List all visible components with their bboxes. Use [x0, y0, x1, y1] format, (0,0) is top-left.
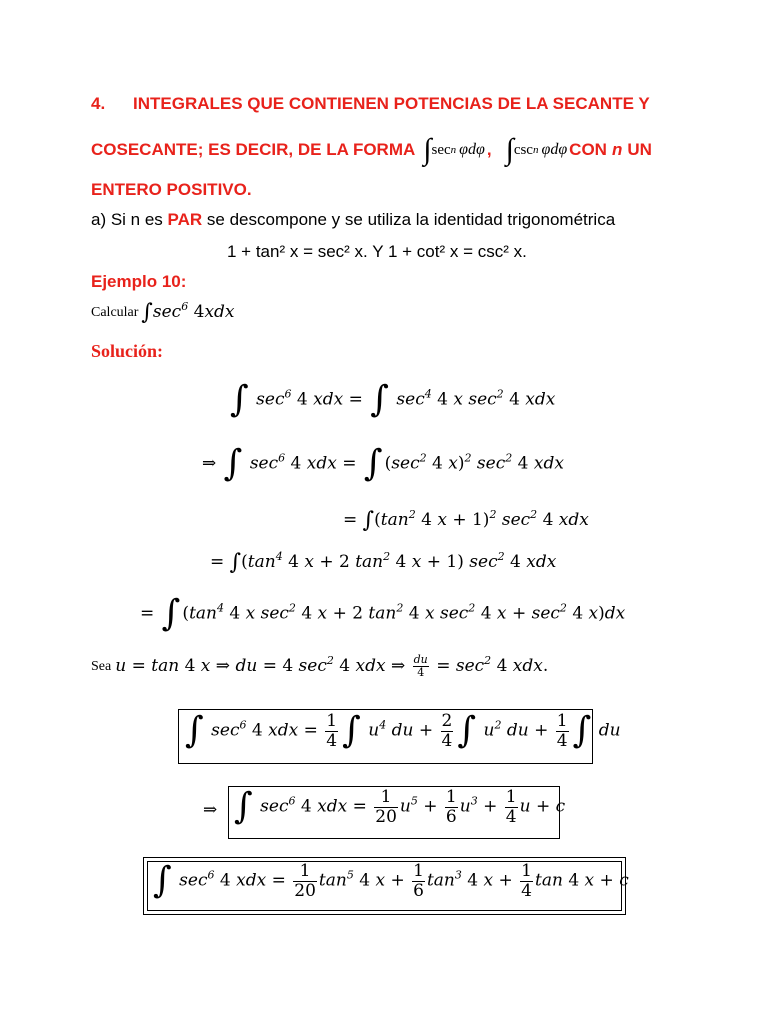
- calc-line: [91, 300, 235, 325]
- form-comma: ,: [486, 140, 492, 159]
- substitution-line: [91, 654, 548, 679]
- example-title: Ejemplo 10:: [91, 272, 187, 291]
- sea-label: Sea: [91, 658, 112, 674]
- section-title-line3: ENTERO POSITIVO.: [91, 180, 252, 199]
- implies-sign: ⇒: [203, 800, 218, 820]
- section-title-line1: INTEGRALES QUE CONTIENEN POTENCIAS DE LA SECANTE Y: [133, 94, 650, 113]
- identity: 1 + tan² x = sec² x. Y 1 + cot² x = csc² x.: [227, 242, 527, 261]
- eq-3: = $\int(\tan^2$ 4 x + 1)$^2$ $\sec^2 4$ xdx: [343, 508, 589, 533]
- calc-expr: $\int\sec^6$ 4xdx: [141, 300, 235, 325]
- eq-5: = ∫ ($\tan^4$ 4 x $\sec^2 4$ x + 2 $\tan^2 4$ x $\sec^2 4$ $x + \sec^2 4$ x)dx: [140, 593, 626, 634]
- rule-line: [91, 210, 615, 230]
- section-title-line2: COSECANTE; ES DECIR, DE LA FORMA ∫ sec n φdφ , ∫ csc n φdφ CON n UN: [91, 133, 652, 166]
- form-sec: sec: [431, 141, 451, 158]
- eq-4: = $\int(\tan^4$ 4 x + 2 $\tan^2 4$ x + 1) $\sec^2 4$ xdx: [210, 550, 557, 575]
- integral-sign: ∫: [505, 133, 514, 166]
- substitution-expr: u = tan 4 x ⇒ du = 4 $\sec^2 4$ xdx ⇒ $\frac{du}{4}$ = $\sec^2 4$ xdx.: [115, 653, 549, 680]
- section-title-un: UN: [627, 140, 652, 159]
- rule-prefix: a) Si n es: [91, 210, 163, 229]
- calc-label: Calcular: [91, 304, 139, 320]
- form-csc: csc: [513, 141, 533, 158]
- form-var: φdφ: [541, 141, 568, 158]
- section-title-n: n: [611, 140, 623, 159]
- integral-sign: ∫: [423, 133, 432, 166]
- eq-2: ⇒ ∫ $\sec^6 4$ xdx = ∫ ($\sec^2$ 4 x)$^2$ $\sec^2 4$ xdx: [202, 443, 564, 484]
- eq-6: ∫ $\sec^6 4$ xdx = $\frac{1}{4}$ ∫ $u^4$ du + $\frac{2}{4}$ ∫ $u^2$ du + $\frac{1}{4}$ ∫ du: [185, 710, 621, 752]
- section-number: 4.: [91, 94, 106, 113]
- eq-1: ∫ $\sec^6 4$ xdx = ∫ $\sec^4 4$ x $\sec^2 4$ xdx: [230, 379, 556, 420]
- form-var: φdφ: [459, 141, 485, 158]
- section-title-line2-a: COSECANTE; ES DECIR, DE LA FORMA: [91, 140, 416, 159]
- eq-7: ∫ $\sec^6 4$ xdx = $\frac{1}{20}$ $u^5$ + $\frac{1}{6}$ $u^3$ + $\frac{1}{4}$ u + c: [234, 786, 566, 828]
- section-title-con: CON: [569, 140, 607, 159]
- eq-8: ∫ $\sec^6 4$ xdx = $\frac{1}{20}$ $\tan^5 4$ x + $\frac{1}{6}$ $\tan^3 4$ x + $\frac{1}{4}$ tan 4 x + c: [153, 860, 629, 902]
- rule-par: PAR: [167, 210, 203, 229]
- solution-label: Solución:: [91, 341, 164, 361]
- rule-suffix: se descompone y se utiliza la identidad trigonométrica: [206, 210, 616, 229]
